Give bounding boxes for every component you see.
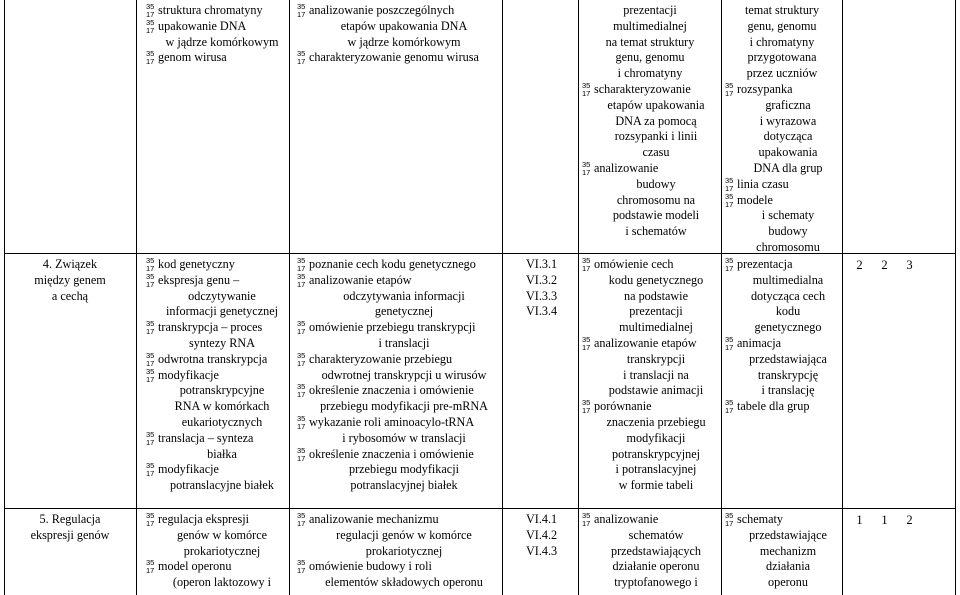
list-item-text: poznanie cech kodu genetycznego xyxy=(309,257,476,271)
list-item-text: analizowanie mechanizmu xyxy=(309,512,439,526)
list-item-text: schematy xyxy=(737,512,784,526)
list-item xyxy=(297,512,499,528)
list-item-text: analizowanie etapów xyxy=(594,336,697,350)
text-line: 4. Związek xyxy=(42,257,98,271)
table-border xyxy=(4,0,5,595)
list-item-continuation: regulacji genów w komórce xyxy=(336,527,472,542)
list-item-continuation: genetycznego xyxy=(754,320,822,335)
bullet-icon: 35 17 xyxy=(297,511,306,528)
carryover-objectives xyxy=(297,3,499,66)
list-item xyxy=(146,431,286,447)
hours-value: 2 xyxy=(856,258,863,272)
list-item xyxy=(297,447,499,463)
table-border xyxy=(955,0,956,595)
list-item xyxy=(297,415,499,431)
section-label xyxy=(6,257,134,304)
text-line: między genem xyxy=(34,272,106,287)
bullet-icon: 35 17 xyxy=(725,335,734,352)
bullet-icon: 35 17 xyxy=(582,159,591,177)
list-item-continuation: dotycząca cech xyxy=(750,288,826,303)
list-item xyxy=(725,82,839,98)
list-item xyxy=(146,273,286,289)
bullet-icon: 35 17 xyxy=(725,191,734,209)
list-item-text: animacja xyxy=(737,336,781,350)
bullet-icon: 35 17 xyxy=(297,445,306,463)
list-item-continuation: i wyrazowa xyxy=(759,113,817,128)
list-item-text: struktura chromatyny xyxy=(158,3,263,17)
section-methods xyxy=(582,512,718,591)
list-item-continuation: eukariotycznych xyxy=(181,415,263,430)
list-item-continuation: przedstawiające xyxy=(749,527,827,542)
bullet-icon: 35 17 xyxy=(725,175,734,193)
text-line: genu, genomu xyxy=(615,50,685,65)
list-item-text: rozsypanka xyxy=(737,81,793,96)
row-divider xyxy=(4,508,956,509)
list-item-continuation: przebiegu modyfikacji xyxy=(349,462,459,477)
list-item xyxy=(146,352,286,368)
list-item-continuation: DNA dla grup xyxy=(753,160,823,175)
list-item-continuation: i translację xyxy=(761,383,815,398)
list-item-continuation: działanie operonu xyxy=(612,559,700,574)
bullet-icon: 35 17 xyxy=(146,511,155,528)
hours xyxy=(847,257,922,273)
list-item-continuation: budowy xyxy=(768,224,808,239)
list-item-continuation: syntezy RNA xyxy=(188,336,255,351)
list-item-continuation: etapów upakowania DNA xyxy=(340,18,468,33)
bullet-icon: 35 17 xyxy=(582,80,591,98)
carryover-methods-intro xyxy=(582,3,718,82)
bullet-icon: 35 17 xyxy=(297,558,306,576)
list-item xyxy=(582,257,718,273)
bullet-icon: 35 17 xyxy=(725,256,734,273)
column-divider xyxy=(502,0,503,595)
list-item xyxy=(297,257,499,273)
list-item-continuation: mechanizm xyxy=(759,543,817,558)
bullet-icon: 35 17 xyxy=(146,558,155,576)
text-line: VI.3.4 xyxy=(526,304,558,319)
list-item-continuation: budowy xyxy=(636,176,676,191)
list-item-continuation: informacji genetycznej xyxy=(165,304,278,319)
text-line: VI.4.3 xyxy=(526,543,558,558)
bullet-icon: 35 17 xyxy=(297,2,306,19)
bullet-icon: 35 17 xyxy=(297,271,306,289)
list-item-text: analizowanie poszczególnych xyxy=(309,3,455,17)
text-line: genu, genomu xyxy=(747,18,817,33)
list-item-text: modyfikacje xyxy=(158,367,219,382)
bullet-icon: 35 17 xyxy=(297,49,306,67)
text-line: i chromatyny xyxy=(749,34,815,49)
column-divider xyxy=(289,0,290,595)
list-item-continuation: i potranslacyjnej xyxy=(615,462,697,477)
list-item-continuation: multimedialnej xyxy=(619,320,693,335)
bullet-icon: 35 17 xyxy=(146,17,155,35)
list-item-continuation: przedstawiająca xyxy=(749,351,827,366)
list-item-continuation: dotycząca xyxy=(763,129,813,144)
list-item-text: upakowanie DNA xyxy=(158,18,247,33)
bullet-icon: 35 17 xyxy=(582,398,591,416)
list-item xyxy=(297,273,499,289)
bullet-icon: 35 17 xyxy=(725,398,734,416)
list-item-continuation: genów w komórce xyxy=(176,527,268,542)
list-item-continuation: potranslacyjnej białek xyxy=(350,478,458,493)
list-item-continuation: w formie tabeli xyxy=(618,478,694,493)
bullet-icon: 35 17 xyxy=(146,461,155,479)
list-item-text: analizowanie etapów xyxy=(309,272,412,287)
list-item-continuation: prezentacji xyxy=(629,304,683,319)
list-item xyxy=(725,257,839,273)
list-item-continuation: transkrypcji xyxy=(626,351,686,366)
list-item-text: określenie znaczenia i omówienie xyxy=(309,446,474,461)
list-item xyxy=(146,50,286,66)
list-item-continuation: znaczenia przebiegu xyxy=(606,415,706,430)
hours-value: 1 xyxy=(856,513,863,527)
carryover-content xyxy=(146,3,286,66)
list-item-text: translacja – synteza xyxy=(158,430,254,445)
list-item-continuation: i translacji xyxy=(378,336,430,351)
bullet-icon: 35 17 xyxy=(146,366,155,384)
section-methods xyxy=(582,257,718,494)
list-item-text: omówienie przebiegu transkrypcji xyxy=(309,320,476,335)
list-item-text: określenie znaczenia i omówienie xyxy=(309,383,474,398)
column-divider xyxy=(721,0,722,595)
list-item-text: omówienie cech xyxy=(594,257,674,271)
list-item-continuation: chromosomu na xyxy=(616,192,696,207)
list-item-continuation: podstawie animacji xyxy=(608,383,704,398)
hours-value: 1 xyxy=(881,513,888,527)
text-line: temat struktury xyxy=(744,3,820,17)
list-item-text: ekspresja genu – xyxy=(158,272,240,287)
text-line: VI.4.1 xyxy=(526,512,558,526)
list-item-continuation: graficzna xyxy=(765,97,811,112)
list-item-continuation: genetycznej xyxy=(374,304,434,319)
list-item-continuation: odwrotnej transkrypcji u wirusów xyxy=(321,367,487,382)
section-content xyxy=(146,257,286,494)
text-line: przygotowana xyxy=(747,50,817,65)
list-item xyxy=(146,320,286,336)
list-item-continuation: odczytywania informacji xyxy=(343,288,465,303)
list-item-text: tabele dla grup xyxy=(737,399,810,414)
list-item-text: modele xyxy=(737,192,773,207)
bullet-icon: 35 17 xyxy=(297,350,306,368)
list-item-text: porównanie xyxy=(594,399,652,414)
hours-value: 2 xyxy=(906,513,913,527)
list-item-text: odwrotna transkrypcja xyxy=(158,351,268,366)
section-objectives xyxy=(297,512,499,591)
text-line: VI.3.3 xyxy=(526,288,558,303)
text-line: VI.4.2 xyxy=(526,527,558,542)
list-item-continuation: i rybosomów w translacji xyxy=(342,430,466,445)
list-item-text: charakteryzowanie genomu wirusa xyxy=(309,50,479,65)
text-line: ekspresji genów xyxy=(30,527,110,542)
text-line: multimedialnej xyxy=(613,18,687,33)
list-item xyxy=(297,559,499,575)
bullet-icon: 35 17 xyxy=(297,319,306,337)
list-item-continuation: elementów składowych operonu xyxy=(325,575,483,590)
list-item-continuation: modyfikacji xyxy=(626,430,686,445)
list-item-continuation: prokariotycznej xyxy=(365,543,443,558)
list-item xyxy=(146,462,286,478)
list-item xyxy=(582,399,718,415)
list-item xyxy=(725,399,839,415)
list-item-text: model operonu xyxy=(158,559,232,574)
text-line: 5. Regulacja xyxy=(39,512,101,526)
bullet-icon: 35 17 xyxy=(582,335,591,352)
list-item xyxy=(582,512,718,528)
list-item xyxy=(582,336,718,352)
list-item-continuation: czasu xyxy=(642,145,670,160)
bullet-icon: 35 17 xyxy=(146,256,155,273)
list-item-continuation: i schematów xyxy=(625,224,687,239)
list-item-continuation: rozsypanki i linii xyxy=(614,129,698,144)
list-item xyxy=(297,50,499,66)
list-item-text: transkrypcja – proces xyxy=(158,320,263,335)
list-item-continuation: i schematy xyxy=(761,208,815,223)
section-objectives xyxy=(297,257,499,494)
list-item-continuation: schematów xyxy=(628,527,684,542)
list-item-continuation: i translacji na xyxy=(623,367,689,382)
bullet-icon: 35 17 xyxy=(725,80,734,98)
list-item-continuation: multimedialna xyxy=(752,272,824,287)
list-item-text: linia czasu xyxy=(737,176,789,191)
list-item-continuation: DNA za pomocą xyxy=(615,113,697,128)
hours-value: 3 xyxy=(906,258,913,272)
bullet-icon: 35 17 xyxy=(297,414,306,431)
bullet-icon: 35 17 xyxy=(146,350,155,368)
list-item-text: regulacja ekspresji xyxy=(158,512,250,526)
list-item-continuation: kodu genetycznego xyxy=(608,272,704,287)
list-item xyxy=(725,177,839,193)
list-item-continuation: upakowania xyxy=(758,145,818,160)
requirement-codes xyxy=(526,257,576,320)
list-item-continuation: w jądrze komórkowym xyxy=(165,34,279,49)
section-content xyxy=(146,512,286,591)
list-item xyxy=(725,193,839,209)
list-item xyxy=(146,512,286,528)
list-item-continuation: odczytywanie xyxy=(188,288,256,303)
list-item xyxy=(146,257,286,273)
carryover-media xyxy=(725,3,839,256)
list-item-text: analizowanie xyxy=(594,160,659,175)
list-item-continuation: potranskrypcyjne xyxy=(179,383,265,398)
list-item xyxy=(297,383,499,399)
column-divider xyxy=(842,0,843,595)
list-item-text: scharakteryzowanie xyxy=(594,81,691,96)
list-item-text: charakteryzowanie przebiegu xyxy=(309,351,453,366)
list-item-continuation: operonu xyxy=(768,575,808,590)
list-item xyxy=(146,559,286,575)
section-label xyxy=(6,512,134,544)
list-item-text: omówienie budowy i roli xyxy=(309,559,432,574)
list-item xyxy=(725,336,839,352)
bullet-icon: 35 17 xyxy=(146,429,155,447)
list-item-text: analizowanie xyxy=(594,512,659,526)
list-item-continuation: działania xyxy=(766,559,810,574)
list-item-continuation: (operon laktozowy i xyxy=(172,575,272,590)
list-item-continuation: na podstawie xyxy=(624,288,688,303)
list-item-text: modyfikacje xyxy=(158,462,219,477)
bullet-icon: 35 17 xyxy=(582,511,591,528)
list-item-continuation: tryptofanowego i xyxy=(614,575,698,590)
carryover-media-list xyxy=(725,82,839,256)
requirement-codes xyxy=(526,512,576,559)
text-line: VI.3.1 xyxy=(526,257,558,271)
list-item-text: kod genetyczny xyxy=(158,257,235,271)
bullet-icon: 35 17 xyxy=(146,271,155,289)
text-line: przez uczniów xyxy=(746,66,818,81)
carryover-media-intro xyxy=(725,3,839,82)
list-item xyxy=(582,161,718,177)
bullet-icon: 35 17 xyxy=(582,256,591,273)
list-item-continuation: potranskrypcyjnej xyxy=(612,446,700,461)
carryover-methods-list xyxy=(582,82,718,240)
list-item xyxy=(297,320,499,336)
list-item-continuation: RNA w komórkach xyxy=(174,399,270,414)
bullet-icon: 35 17 xyxy=(146,2,155,19)
list-item xyxy=(582,82,718,98)
bullet-icon: 35 17 xyxy=(146,319,155,337)
list-item xyxy=(297,3,499,19)
list-item-continuation: w jądrze komórkowym xyxy=(347,34,461,49)
list-item-continuation: transkrypcję xyxy=(757,367,819,382)
text-line: VI.3.2 xyxy=(526,272,558,287)
list-item-continuation: prokariotycznej xyxy=(183,543,261,558)
list-item xyxy=(146,19,286,35)
bullet-icon: 35 17 xyxy=(146,49,155,67)
column-divider xyxy=(578,0,579,595)
text-line: i chromatyny xyxy=(617,66,683,81)
section-media xyxy=(725,257,839,415)
list-item-continuation: kodu xyxy=(775,304,801,319)
list-item-continuation: etapów upakowania xyxy=(607,97,705,112)
text-line: a cechą xyxy=(51,288,89,303)
list-item-text: prezentacja xyxy=(737,257,793,271)
list-item-continuation: podstawie modeli xyxy=(612,208,700,223)
list-item-text: genom wirusa xyxy=(158,50,227,65)
list-item xyxy=(725,512,839,528)
hours xyxy=(847,512,922,528)
column-divider xyxy=(136,0,137,595)
text-line: na temat struktury xyxy=(605,34,695,49)
list-item-continuation: potranslacyjne białek xyxy=(170,478,274,493)
list-item xyxy=(146,3,286,19)
list-item-continuation: przedstawiających xyxy=(610,543,701,558)
section-media xyxy=(725,512,839,591)
list-item-text: wykazanie roli aminoacylo-tRNA xyxy=(309,415,475,430)
carryover-methods xyxy=(582,3,718,240)
hours-value: 2 xyxy=(881,258,888,272)
bullet-icon: 35 17 xyxy=(725,511,734,528)
list-item-continuation: białka xyxy=(207,446,237,461)
list-item xyxy=(297,352,499,368)
list-item xyxy=(146,368,286,384)
text-line: prezentacji xyxy=(623,3,677,17)
bullet-icon: 35 17 xyxy=(297,256,306,273)
bullet-icon: 35 17 xyxy=(297,382,306,400)
list-item-continuation: chromosomu xyxy=(756,240,820,254)
list-item-continuation: przebiegu modyfikacji pre-mRNA xyxy=(320,399,488,414)
